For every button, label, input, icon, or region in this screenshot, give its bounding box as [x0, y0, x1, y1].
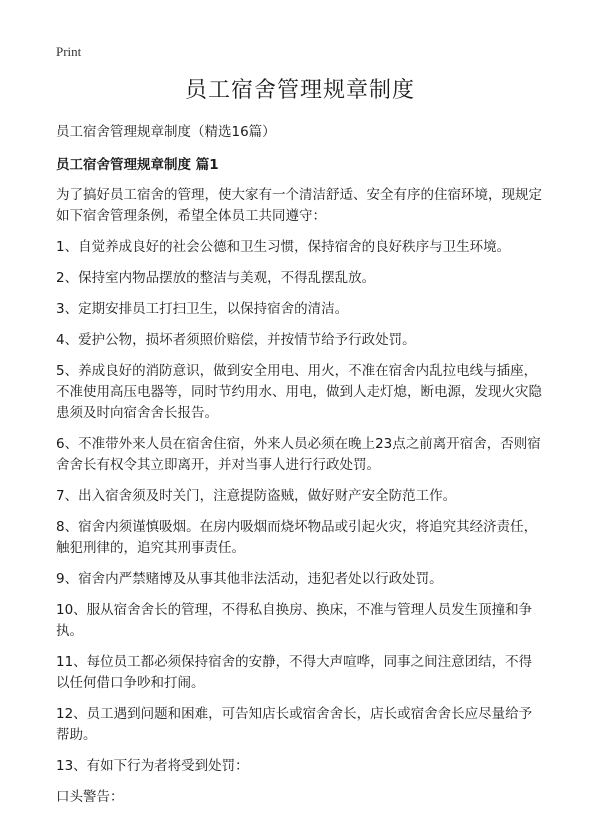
rule-item-1: 1、自觉养成良好的社会公德和卫生习惯，保持宿舍的良好秩序与卫生环境。 [56, 239, 511, 255]
rule-item-7: 7、出入宿舍须及时关门，注意提防盗贼，做好财产安全防范工作。 [56, 488, 457, 504]
print-label: Print [56, 44, 82, 59]
rule-item-8: 8、宿舍内须谨慎吸烟。在房内吸烟而烧坏物品或引起火灾，将追究其经济责任，触犯刑律的，追究其刑事责任。 [56, 519, 538, 556]
page-title: 员工宿舍管理规章制度 [184, 78, 415, 103]
rule-item-12: 12、员工遇到问题和困难，可告知店长或宿舍舍长，店长或宿舍舍长应尽量给予帮助。 [56, 706, 533, 743]
document-subtitle: 员工宿舍管理规章制度（精选16篇） [56, 124, 276, 140]
section-heading: 员工宿舍管理规章制度 篇1 [56, 157, 219, 173]
closing-line: 口头警告： [56, 789, 124, 805]
rule-item-10: 10、服从宿舍舍长的管理，不得私自换房、换床，不准与管理人员发生顶撞和争执。 [56, 602, 533, 639]
rule-item-11: 11、每位员工都必须保持宿舍的安静，不得大声喧哗，同事之间注意团结，不得以任何借口争吵和打闹。 [56, 654, 533, 691]
rule-item-4: 4、爱护公物，损坏者须照价赔偿，并按情节给予行政处罚。 [56, 332, 416, 348]
rule-item-9: 9、宿舍内严禁赌博及从事其他非法活动，违犯者处以行政处罚。 [56, 571, 443, 587]
rule-item-5: 5、养成良好的消防意识，做到安全用电、用火，不准在宿舍内乱拉电线与插座，不准使用高压电器等，同时节约用水、用电，做到人走灯熄，断电源，发现火灾隐患须及时向宿舍舍长报告。 [56, 363, 542, 421]
rule-item-13: 13、有如下行为者将受到处罚： [56, 758, 249, 774]
rule-item-6: 6、不准带外来人员在宿舍住宿，外来人员必须在晚上23点之前离开宿舍，否则宿舍舍长有权令其立即离开，并对当事人进行行政处罚。 [56, 436, 541, 473]
rule-item-2: 2、保持室内物品摆放的整洁与美观，不得乱摆乱放。 [56, 270, 376, 286]
intro-paragraph: 为了搞好员工宿舍的管理，使大家有一个清洁舒适、安全有序的住宿环境，现规定如下宿舍管理条例，希望全体员工共同遵守： [56, 187, 542, 224]
rule-item-3: 3、定期安排员工打扫卫生，以保持宿舍的清洁。 [56, 301, 349, 317]
